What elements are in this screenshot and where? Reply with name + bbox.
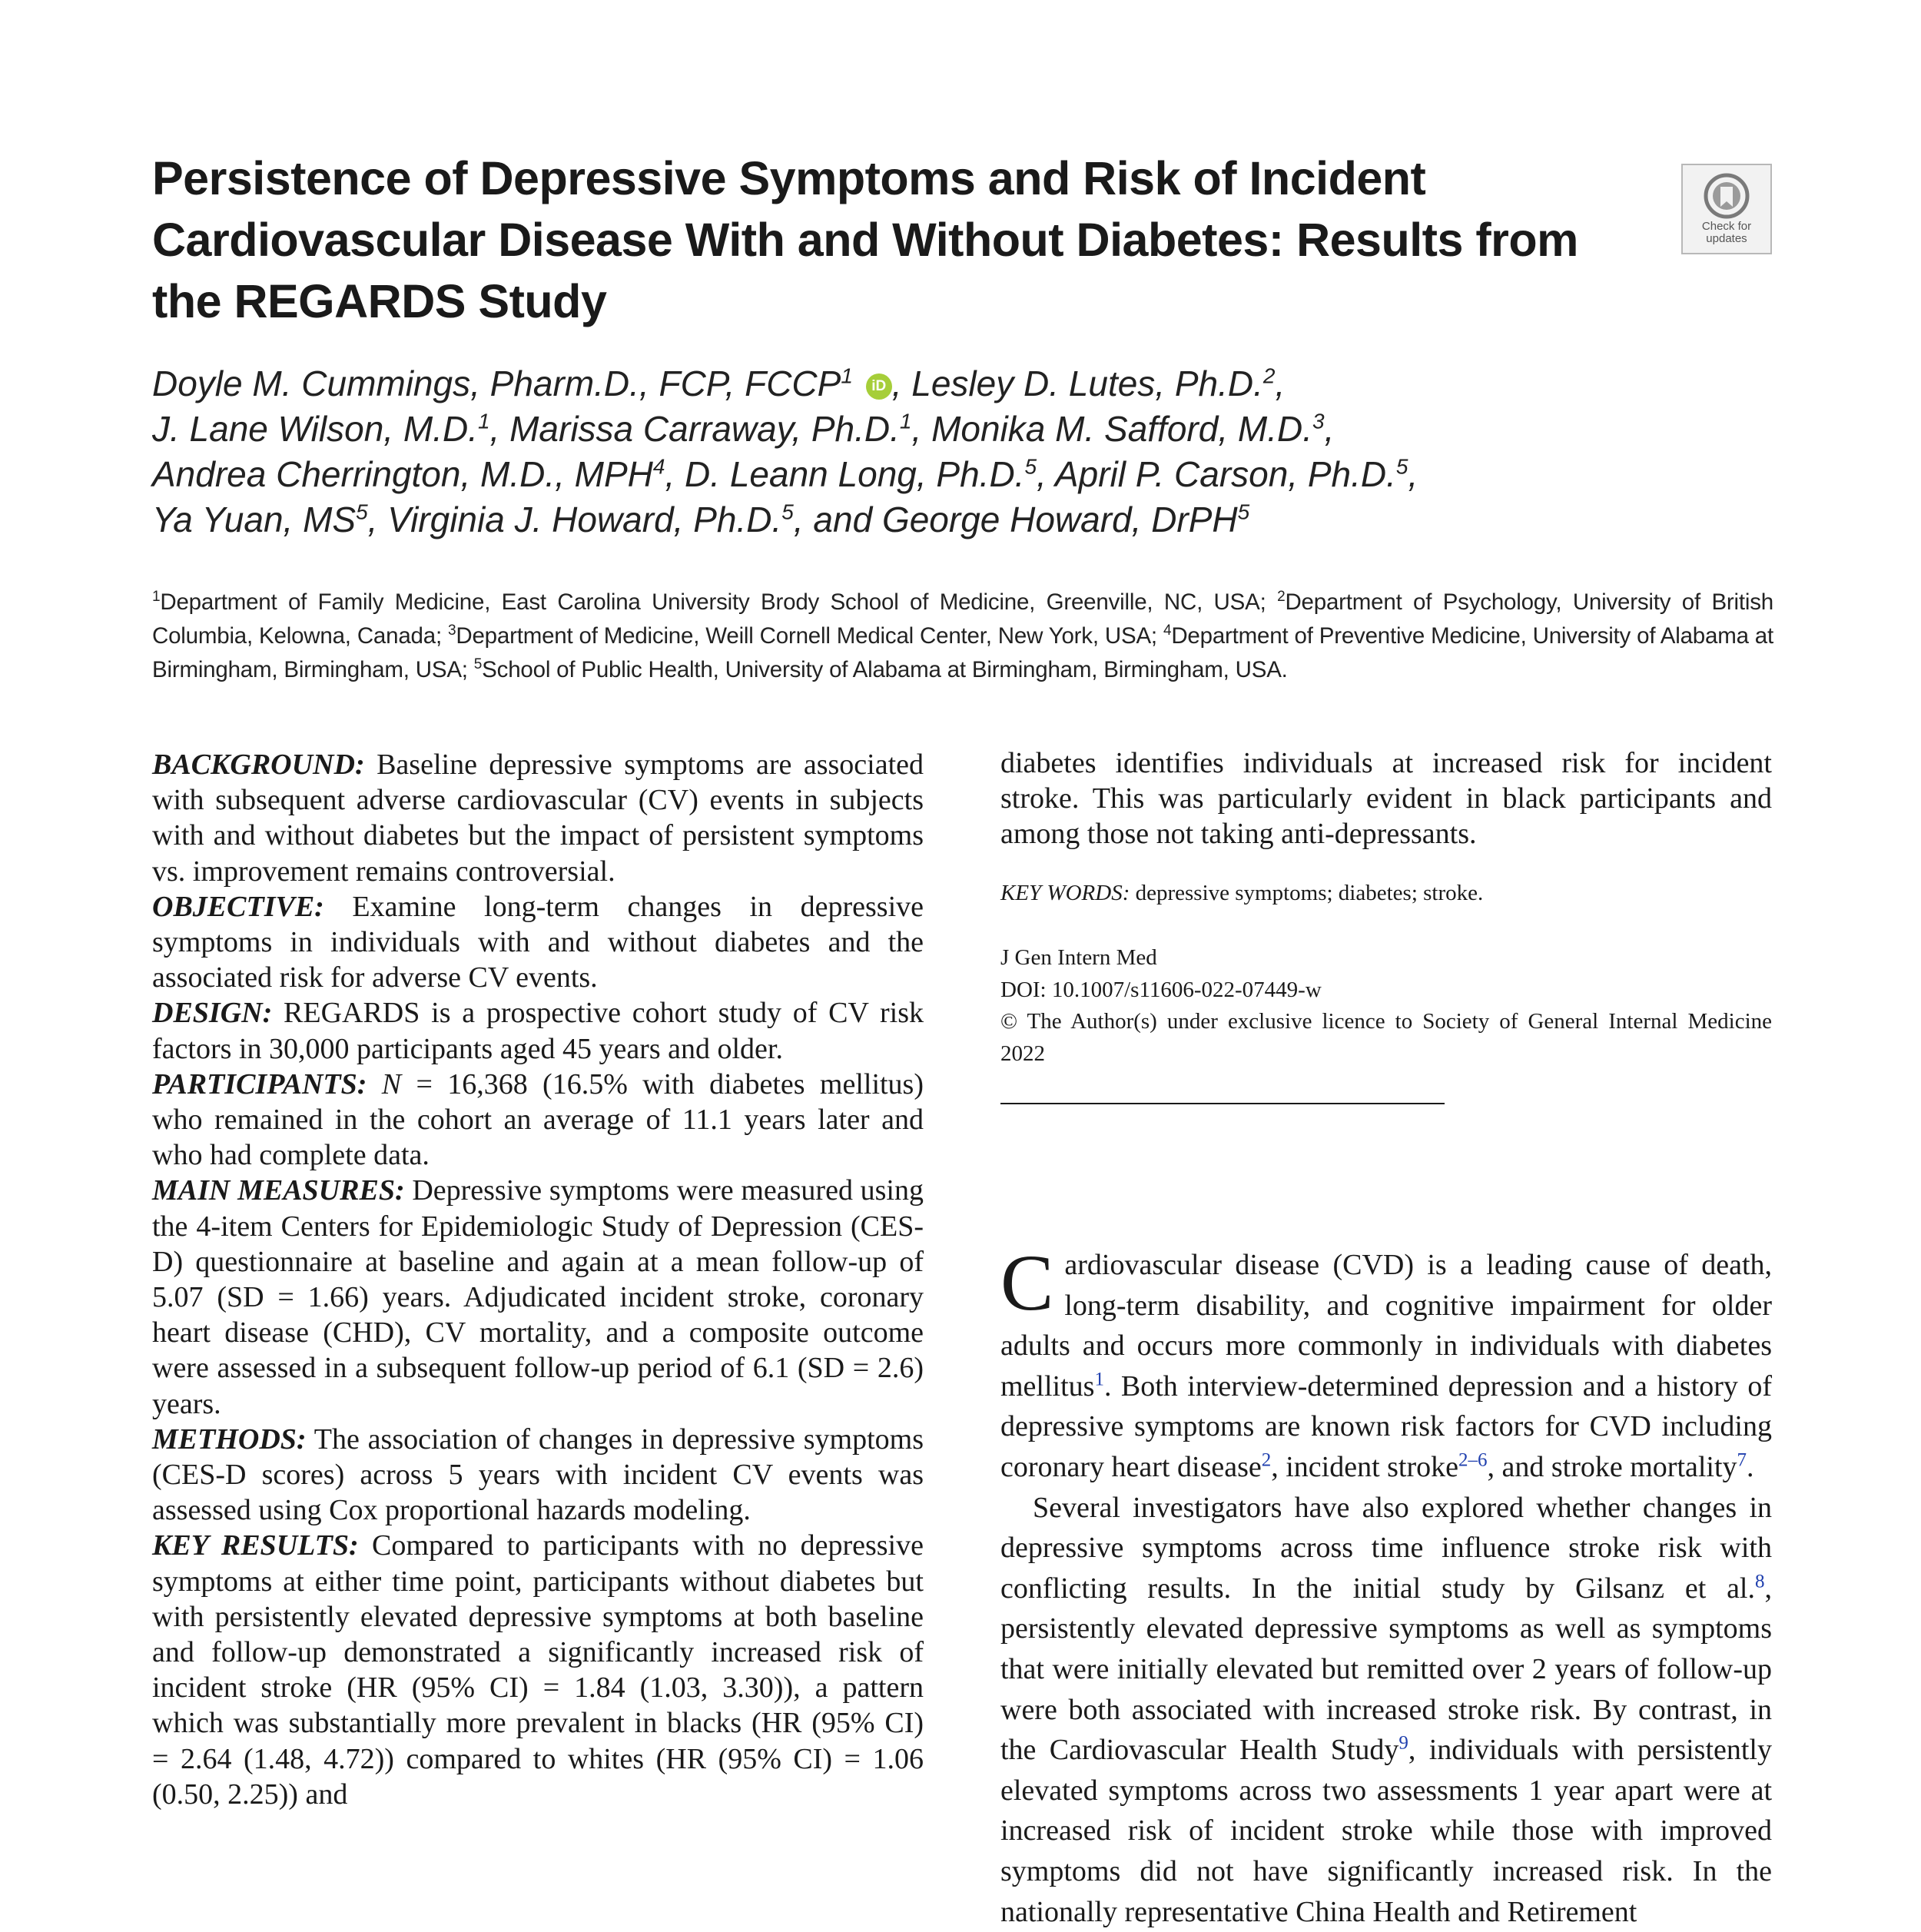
section-label: MAIN MEASURES:	[152, 1174, 405, 1207]
author-name: Ya Yuan, MS	[152, 500, 357, 539]
abstract-main-measures	[152, 1173, 924, 1421]
citation-link[interactable]: 2–6	[1458, 1449, 1488, 1471]
affiliation-mark: 5	[356, 500, 368, 524]
abstract-participants	[152, 1067, 924, 1173]
paragraph-text: , persistently elevated depressive symptoms as well as symptoms that were initially elevated but remitted over 2 years of follow-up were both associated with increased stroke risk. By contrast, in the Cardiovascular Health Study	[1000, 1572, 1772, 1767]
paragraph-text: , incident stroke	[1271, 1450, 1458, 1483]
paragraph-text: .	[1747, 1450, 1754, 1483]
affiliation-text: Department of Family Medicine, East Carolina University Brody School of Medicine, Greenville, NC, USA;	[160, 589, 1278, 615]
affiliation-number: 4	[1163, 622, 1172, 639]
affiliation-number: 5	[473, 656, 483, 673]
affiliation-mark: 3	[1312, 409, 1325, 433]
author-name: George Howard, DrPH	[881, 500, 1238, 539]
author-name: Doyle M. Cummings, Pharm.D., FCP, FCCP	[152, 363, 841, 403]
check-for-updates-badge[interactable]	[1681, 164, 1772, 254]
abstract	[152, 747, 924, 1812]
section-label: KEY RESULTS:	[152, 1529, 359, 1562]
citation-link[interactable]: 7	[1737, 1449, 1747, 1471]
affiliation-mark: 1	[477, 409, 490, 433]
section-text: = 16,368 (16.5% with diabetes mellitus) who remained in the cohort an average of 11.1 years later and who had complete data.	[152, 1067, 924, 1172]
section-text: Examine long-term changes in depressive symptoms in individuals with and without diabetes and the associated risk for adverse CV events.	[152, 890, 924, 994]
section-text: The association of changes in depressive symptoms (CES-D scores) across 5 years with incident CV events was assessed using Cox proportional hazards modeling.	[152, 1422, 924, 1527]
affiliation-mark: 1	[899, 409, 912, 433]
keywords	[1000, 878, 1772, 908]
intro-paragraph	[1000, 1239, 1772, 1488]
affiliation-number: 1	[152, 589, 161, 606]
section-text: REGARDS is a prospective cohort study of CV risk factors in 30,000 participants aged 45 years and older.	[152, 997, 924, 1065]
conclusion-text: diabetes identifies individuals at increased risk for incident stroke. This was particularly evident in black participants and among those not taking anti-depressants.	[1000, 747, 1772, 850]
article-title: Persistence of Depressive Symptoms and Risk of Incident Cardiovascular Disease With and Without Diabetes: Results from the REGARDS Study	[152, 152, 1578, 327]
section-label: OBJECTIVE:	[152, 890, 324, 923]
author-name: Marissa Carraway, Ph.D.	[509, 409, 900, 449]
section-text: Depressive symptoms were measured using the 4-item Centers for Epidemiologic Study of Depression (CES-D) questionnaire at baseline and again at a mean follow-up of 5.07 (SD = 1.66) years. Adjudicated incident stroke, coronary heart disease (CHD), CV mortality, and a composite outcome were assessed in a subsequent follow-up period of 6.1 (SD = 2.6) years.	[152, 1174, 924, 1420]
citation-link[interactable]: 9	[1398, 1732, 1408, 1754]
author-name: J. Lane Wilson, M.D.	[152, 409, 478, 449]
abstract-key-results	[152, 1528, 924, 1812]
check-for-updates-label: Check for updates	[1701, 220, 1752, 245]
section-label: DESIGN:	[152, 997, 273, 1030]
paragraph-text: , individuals with persistently elevated symptoms across two assessments 1 year apart were at increased risk of incident stroke while those with improved symptoms did not have significantly increased risk. In the nationally representative China Health and Retirement	[1000, 1734, 1772, 1928]
section-label: METHODS:	[152, 1422, 307, 1456]
abstract-methods	[152, 1422, 924, 1529]
affiliation-text: School of Public Health, University of Alabama at Birmingham, Birmingham, USA.	[482, 657, 1288, 682]
paragraph-text: . Both interview-determined depression and a history of depressive symptoms are known risk factors for CVD including coronary heart disease	[1000, 1369, 1772, 1483]
author-name: Monika M. Safford, M.D.	[931, 409, 1312, 449]
section-text: Baseline depressive symptoms are associated with subsequent adverse cardiovascular (CV) events in subjects with and without diabetes but the impact of persistent symptoms vs. improvement remains controversial.	[152, 749, 924, 888]
bookmark-refresh-icon	[1704, 173, 1750, 219]
affiliation-mark: 2	[1262, 363, 1276, 388]
section-text: Compared to participants with no depressive symptoms at either time point, participants without diabetes but with persistently elevated depressive symptoms at both baseline and follow-up demonstrated a significantly increased risk of incident stroke (HR (95% CI) = 1.84 (1.03, 3.30)), a pattern which was substantially more prevalent in blacks (HR (95% CI) = 2.64 (1.48, 4.72)) compared to whites (HR (95% CI) = 1.06 (0.50, 2.25)) and	[152, 1529, 924, 1811]
affiliation-text: Department of Psychology, University of British Columbia, Kelowna, Canada;	[152, 589, 1773, 649]
keywords-text: depressive symptoms; diabetes; stroke.	[1130, 881, 1484, 905]
abstract-background	[152, 747, 924, 889]
copyright: © The Author(s) under exclusive licence to Society of General Internal Medicine 2022	[1000, 1009, 1772, 1066]
paragraph-text: ardiovascular disease (CVD) is a leading cause of death, long-term disability, and cognitive impairment for older adults and occurs more commonly in individuals with diabetes mellitus	[1000, 1249, 1772, 1403]
author-name: Lesley D. Lutes, Ph.D.	[911, 363, 1263, 403]
author-name: April P. Carson, Ph.D.	[1054, 454, 1396, 494]
orcid-icon[interactable]: iD	[866, 373, 892, 400]
section-label: PARTICIPANTS:	[152, 1067, 367, 1100]
divider	[1000, 1103, 1445, 1104]
affiliation-mark: 4	[652, 454, 665, 479]
author-list: Doyle M. Cummings, Pharm.D., FCP, FCCP$^1$ iD , Lesley D. Lutes, Ph.D.$^2$, J. Lane Wilson, M.D.$^1$, Marissa Carraway, Ph.D.$^1$, Monika M. Safford, M.D.$^3$, Andrea Cherrington, M.D., MPH$^4$, D. Leann Long, Ph.D.$^5$, April P. Carson, Ph.D.$^5$, Ya Yuan, $MS^5$, Virginia J. Howard, Ph.D.$^5$, and George Howard, DrPH$^5$	[152, 363, 1418, 539]
affiliation-number: 3	[448, 622, 456, 639]
citation-link[interactable]: 2	[1261, 1449, 1272, 1471]
affiliation-mark: 5	[1395, 454, 1408, 479]
citation-link[interactable]: 1	[1094, 1369, 1104, 1390]
doi[interactable]: DOI: 10.1007/s11606-022-07449-w	[1000, 977, 1322, 1002]
section-label: BACKGROUND:	[152, 749, 365, 781]
affiliation-text: Department of Preventive Medicine, University of Alabama at Birmingham, Birmingham, USA;	[152, 623, 1774, 682]
drop-cap: C	[1000, 1239, 1054, 1327]
affiliation-mark: 1	[841, 363, 853, 388]
introduction	[1000, 1239, 1772, 1932]
publication-info	[1000, 942, 1772, 1070]
citation-link[interactable]: 8	[1755, 1571, 1765, 1592]
affiliation-number: 2	[1277, 589, 1286, 606]
paragraph-text: , and stroke mortality	[1487, 1450, 1737, 1483]
affiliation-text: Department of Medicine, Weill Cornell Medical Center, New York, USA;	[456, 623, 1163, 649]
journal-name: J Gen Intern Med	[1000, 945, 1157, 970]
affiliations	[152, 586, 1773, 687]
affiliation-mark: 5	[1237, 500, 1250, 524]
keywords-label: KEY WORDS:	[1000, 881, 1130, 905]
abstract-continued	[1000, 745, 1772, 851]
author-name: D. Leann Long, Ph.D.	[685, 454, 1025, 494]
abstract-design	[152, 995, 924, 1066]
n-symbol: N	[381, 1067, 402, 1100]
author-name: Virginia J. Howard, Ph.D.	[387, 500, 782, 539]
author-name: Andrea Cherrington, M.D., MPH	[152, 454, 653, 494]
affiliation-mark: 5	[781, 500, 794, 524]
intro-paragraph	[1000, 1488, 1772, 1932]
abstract-objective	[152, 889, 924, 996]
affiliation-mark: 5	[1024, 454, 1037, 479]
paragraph-text: Several investigators have also explored whether changes in depressive symptoms across time influence stroke risk with conflicting results. In the initial study by Gilsanz et al.	[1000, 1491, 1772, 1605]
